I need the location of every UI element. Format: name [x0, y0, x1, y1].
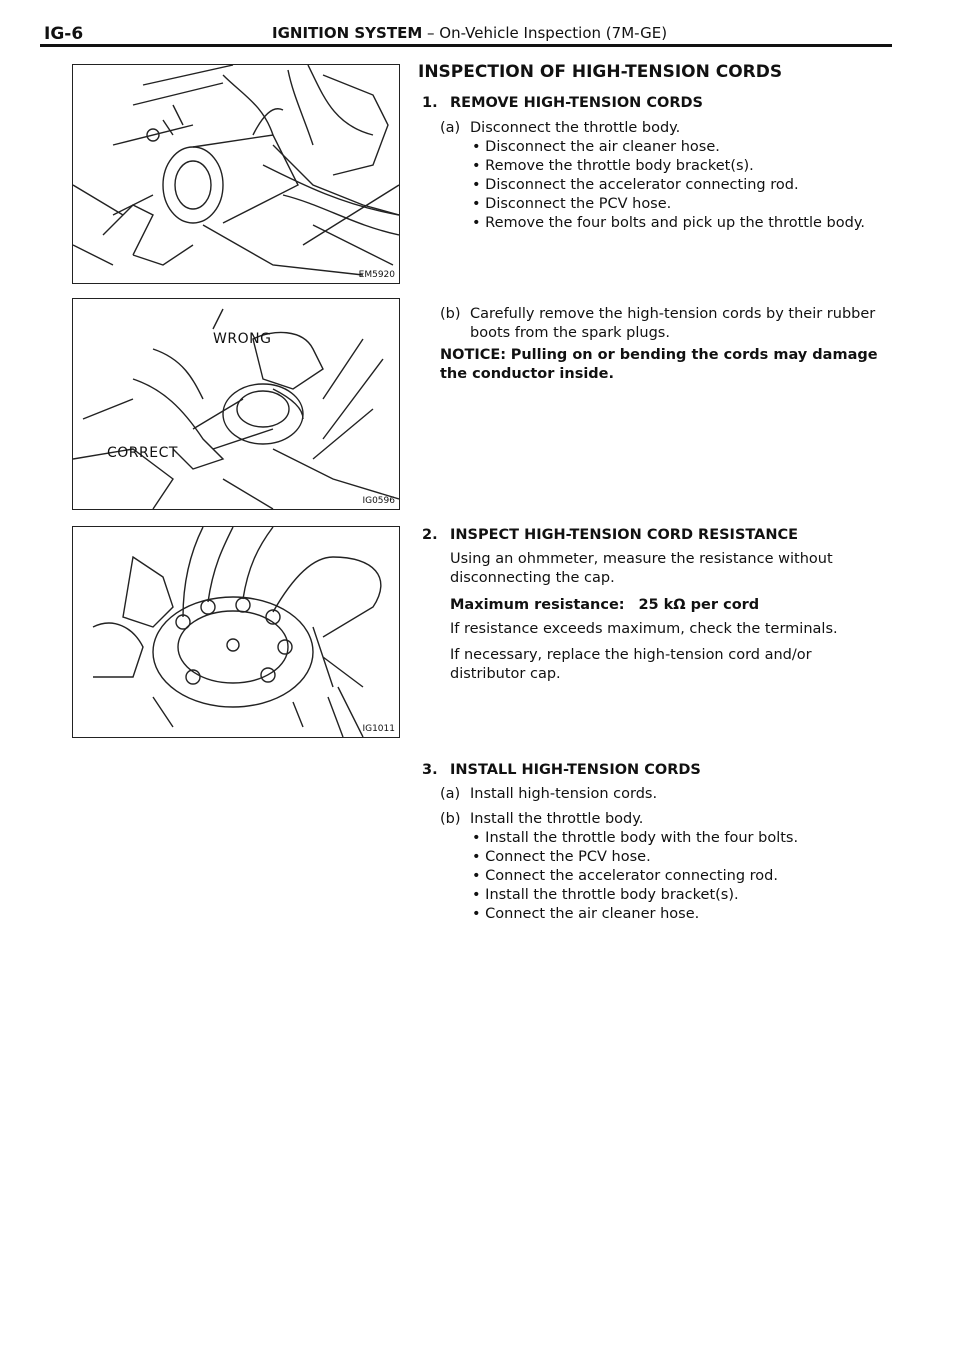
step-2-text3: If necessary, replace the high-tension cord and/or distributor cap. [450, 647, 812, 682]
spec-line [450, 596, 880, 615]
figure-code: IG0596 [362, 496, 395, 506]
throttle-body-illustration [73, 65, 399, 283]
list-item: • Remove the throttle body bracket(s). [472, 158, 754, 174]
spec-label: Maximum resistance: [450, 597, 625, 613]
list-item: • Connect the PCV hose. [472, 849, 651, 865]
item-text: Install the throttle body. [470, 811, 644, 827]
section-title: IGNITION SYSTEM [272, 24, 423, 42]
item-label: (b) [440, 306, 461, 322]
spec-value: 25 kΩ per cord [638, 597, 760, 613]
list-item: • Disconnect the air cleaner hose. [472, 139, 720, 155]
label-wrong: WRONG [213, 331, 272, 347]
item-text: Install high-tension cords. [470, 786, 658, 802]
page-header [44, 24, 890, 46]
step-title: INSTALL HIGH-TENSION CORDS [450, 762, 701, 778]
step-number: 2. [422, 527, 438, 543]
list-item: • Remove the four bolts and pick up the throttle body. [472, 215, 865, 231]
item-label: (b) [440, 811, 461, 827]
main-heading: INSPECTION OF HIGH-TENSION CORDS [418, 62, 783, 82]
header-rule [40, 44, 892, 47]
figure-code: EM5920 [358, 270, 395, 280]
list-item: • Install the throttle body bracket(s). [472, 887, 739, 903]
step-2-text2: If resistance exceeds maximum, check the terminals. [450, 621, 838, 637]
page-title [272, 24, 667, 42]
list-item: • Connect the accelerator connecting rod. [472, 868, 778, 884]
figure-code: IG1011 [362, 724, 395, 734]
step-title: REMOVE HIGH-TENSION CORDS [450, 95, 703, 111]
figure-cord-removal [72, 298, 400, 510]
item-label: (a) [440, 120, 461, 136]
item-text: Disconnect the throttle body. [470, 120, 681, 136]
notice-label: NOTICE: [440, 347, 507, 363]
page-number: IG-6 [44, 24, 84, 44]
item-label: (a) [440, 786, 461, 802]
figure-throttle-body [72, 64, 400, 284]
step-number: 3. [422, 762, 438, 778]
step-number: 1. [422, 95, 438, 111]
list-item: • Disconnect the PCV hose. [472, 196, 672, 212]
list-item: • Disconnect the accelerator connecting rod. [472, 177, 799, 193]
label-correct: CORRECT [107, 445, 178, 461]
step-title: INSPECT HIGH-TENSION CORD RESISTANCE [450, 527, 799, 543]
section-subtitle: – On-Vehicle Inspection (7M-GE) [427, 24, 668, 42]
item-text: Carefully remove the high-tension cords by their rubber boots from the spark plugs. [470, 306, 876, 341]
notice [440, 346, 900, 384]
figure-resistance-check [72, 526, 400, 738]
notice-text: Pulling on or bending the cords may damage the conductor inside. [440, 347, 878, 382]
step-2-text: Using an ohmmeter, measure the resistance without disconnecting the cap. [450, 551, 833, 586]
resistance-check-illustration [73, 527, 399, 737]
list-item: • Connect the air cleaner hose. [472, 906, 700, 922]
list-item: • Install the throttle body with the four bolts. [472, 830, 799, 846]
